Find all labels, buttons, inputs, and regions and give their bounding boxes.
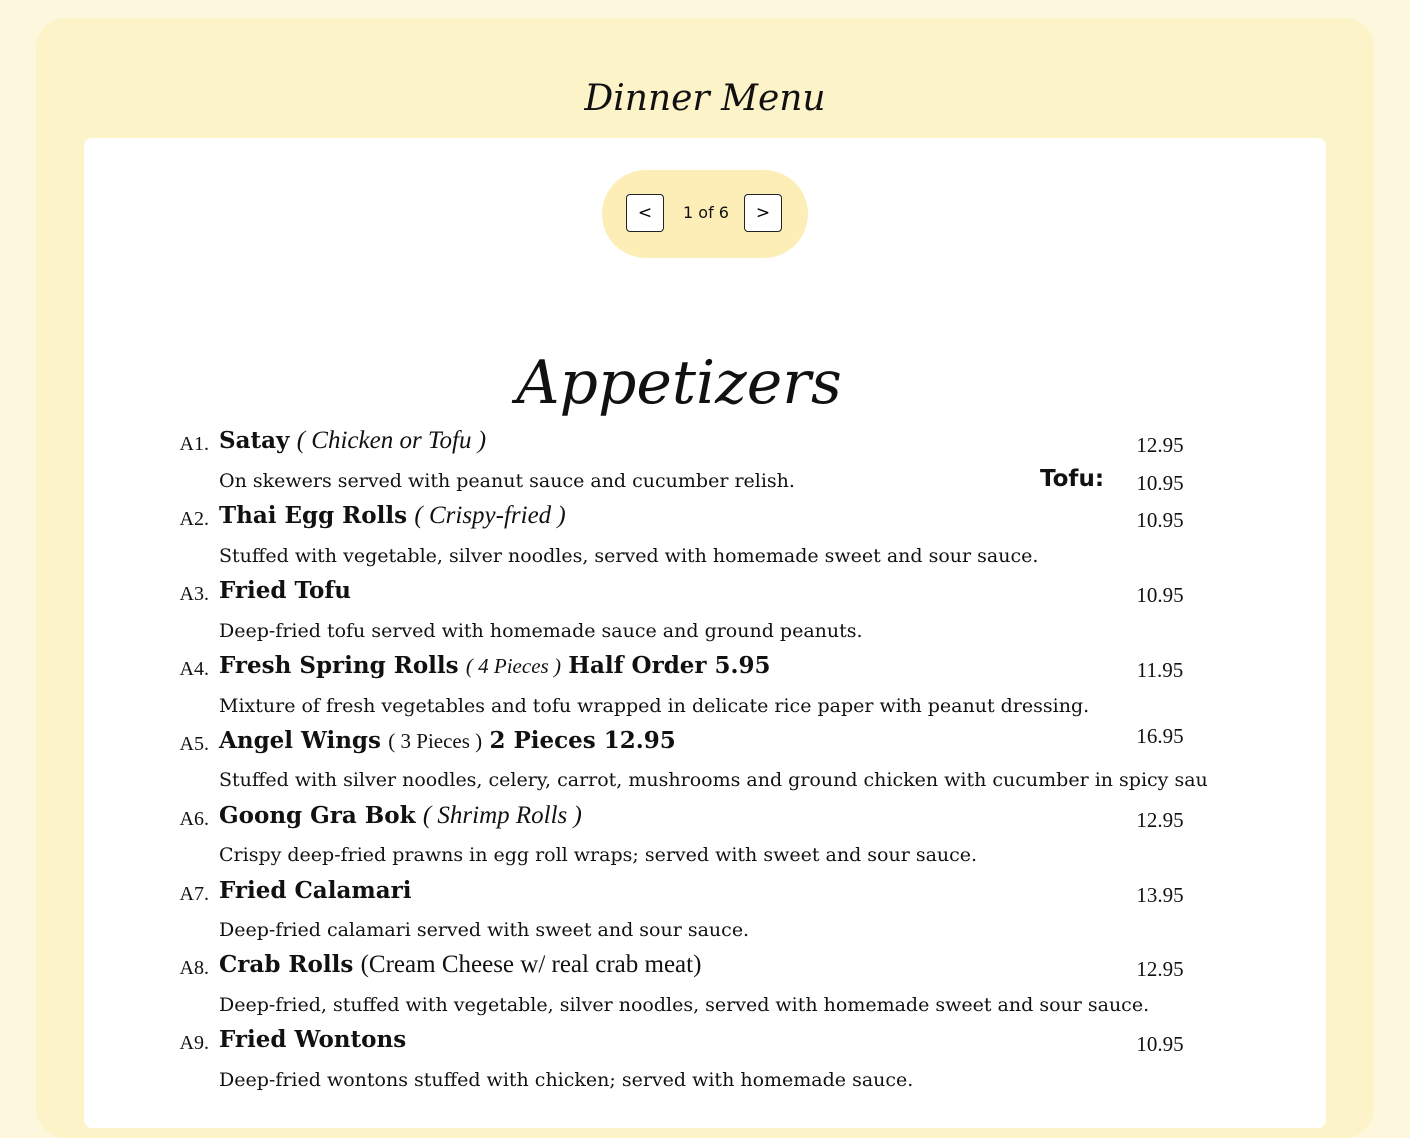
menu-item bbox=[0, 877, 1410, 913]
item-description: On skewers served with peanut sauce and cucumber relish. bbox=[219, 470, 795, 492]
item-name: Goong Gra Bok bbox=[219, 802, 416, 829]
item-alt-price: 10.95 bbox=[1136, 471, 1184, 495]
item-code: A1. bbox=[179, 433, 209, 455]
item-title bbox=[219, 727, 676, 754]
item-extra: Half Order 5.95 bbox=[568, 652, 771, 679]
menu-item bbox=[0, 502, 1410, 538]
item-name: Fried Calamari bbox=[219, 877, 412, 904]
item-name: Angel Wings bbox=[219, 727, 381, 754]
item-title bbox=[219, 652, 771, 679]
item-title bbox=[219, 877, 411, 904]
item-title bbox=[219, 502, 566, 530]
item-note: ( 4 Pieces ) bbox=[465, 654, 561, 678]
item-description: Deep-fried, stuffed with vegetable, silver noodles, served with homemade sweet and sour sauce. bbox=[219, 994, 1150, 1016]
item-price: 16.95 bbox=[1136, 724, 1184, 748]
item-price: 12.95 bbox=[1136, 433, 1184, 457]
item-note: ( 3 Pieces ) bbox=[388, 729, 483, 753]
item-description: Stuffed with silver noodles, celery, carrot, mushrooms and ground chicken with cucumber in spicy sau bbox=[219, 769, 1208, 791]
item-title bbox=[219, 951, 701, 979]
item-code: A5. bbox=[179, 733, 209, 755]
item-code: A4. bbox=[179, 658, 209, 680]
item-note: ( Shrimp Rolls ) bbox=[422, 802, 582, 829]
item-price: 12.95 bbox=[1136, 808, 1184, 832]
item-name: Fried Tofu bbox=[219, 577, 351, 604]
item-description: Deep-fried tofu served with homemade sauce and ground peanuts. bbox=[219, 620, 863, 642]
item-title bbox=[219, 577, 351, 604]
item-price: 13.95 bbox=[1136, 883, 1184, 907]
menu-item bbox=[0, 427, 1410, 463]
item-title bbox=[219, 1026, 406, 1053]
item-note: ( Chicken or Tofu ) bbox=[296, 427, 487, 454]
menu-item bbox=[0, 724, 1410, 763]
prev-page-button[interactable]: < bbox=[626, 194, 664, 232]
item-code: A7. bbox=[179, 883, 209, 905]
item-description: Mixture of fresh vegetables and tofu wrapped in delicate rice paper with peanut dressing. bbox=[219, 695, 1090, 717]
item-description: Deep-fried wontons stuffed with chicken; served with homemade sauce. bbox=[219, 1069, 914, 1091]
menu-item bbox=[0, 1026, 1410, 1062]
item-code: A2. bbox=[179, 508, 209, 530]
next-page-button[interactable]: > bbox=[744, 194, 782, 232]
item-price: 10.95 bbox=[1136, 508, 1184, 532]
item-name: Fresh Spring Rolls bbox=[219, 652, 459, 679]
menu-item bbox=[0, 951, 1410, 987]
item-title bbox=[219, 802, 582, 830]
menu-item bbox=[0, 652, 1410, 688]
item-extra: 2 Pieces 12.95 bbox=[489, 727, 676, 754]
pagination bbox=[602, 170, 808, 258]
menu-item bbox=[0, 802, 1410, 838]
item-description: Stuffed with vegetable, silver noodles, served with homemade sweet and sour sauce. bbox=[219, 545, 1039, 567]
item-description: Deep-fried calamari served with sweet and sour sauce. bbox=[219, 919, 750, 941]
page-indicator: 1 of 6 bbox=[683, 203, 729, 222]
item-name: Satay bbox=[219, 427, 290, 454]
menu-item bbox=[0, 577, 1410, 613]
item-description: Crispy deep-fried prawns in egg roll wraps; served with sweet and sour sauce. bbox=[219, 844, 978, 866]
item-alt-label: Tofu: bbox=[1040, 466, 1105, 492]
item-price: 11.95 bbox=[1136, 658, 1184, 682]
item-code: A6. bbox=[179, 808, 209, 830]
item-name: Crab Rolls bbox=[219, 951, 354, 978]
item-price: 12.95 bbox=[1136, 957, 1184, 981]
page-title: Dinner Menu bbox=[584, 78, 826, 119]
item-note: (Cream Cheese w/ real crab meat) bbox=[360, 951, 702, 978]
item-title bbox=[219, 427, 486, 455]
item-code: A3. bbox=[179, 583, 209, 605]
item-name: Fried Wontons bbox=[219, 1026, 407, 1053]
item-price: 10.95 bbox=[1136, 1032, 1184, 1056]
section-title: Appetizers bbox=[516, 348, 842, 418]
item-price: 10.95 bbox=[1136, 583, 1184, 607]
item-code: A9. bbox=[179, 1032, 209, 1054]
item-code: A8. bbox=[179, 957, 209, 979]
item-name: Thai Egg Rolls bbox=[219, 502, 408, 529]
item-note: ( Crispy-fried ) bbox=[414, 502, 566, 529]
